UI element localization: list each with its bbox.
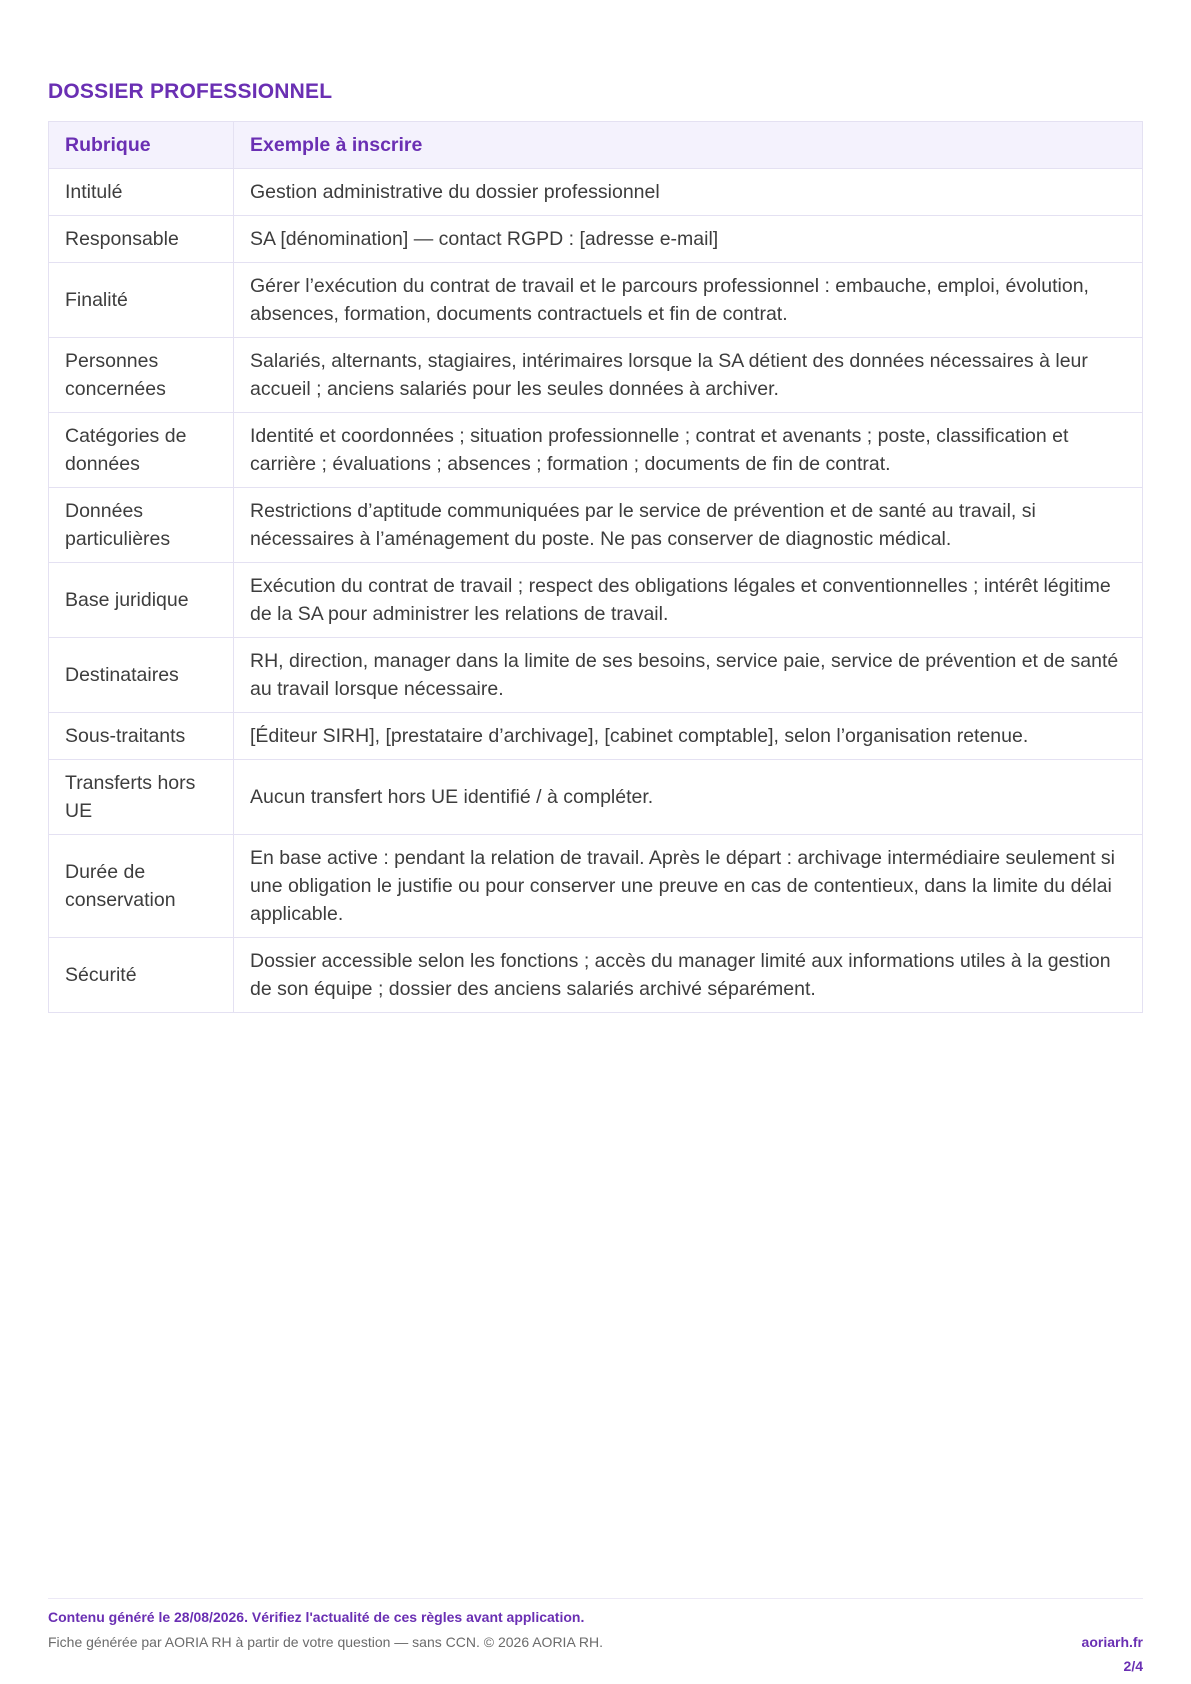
footer-credit: Fiche générée par AORIA RH à partir de votre question — sans CCN. © 2026 AORIA RH. [48, 1634, 604, 1650]
table-row [49, 835, 1143, 938]
rubric-cell: Transferts hors UE [49, 760, 234, 835]
table-row [49, 938, 1143, 1013]
example-cell: Exécution du contrat de travail ; respect des obligations légales et conventionnelles ; intérêt légitime de la SA pour administrer les relations de travail. [234, 563, 1143, 638]
table-row [49, 338, 1143, 413]
table-row [49, 216, 1143, 263]
footer-divider [48, 1598, 1143, 1599]
example-cell: Restrictions d’aptitude communiquées par le service de prévention et de santé au travail, si nécessaires à l’aménagement du poste. Ne pas conserver de diagnostic médical. [234, 488, 1143, 563]
section-title: DOSSIER PROFESSIONNEL [48, 80, 333, 103]
rubric-cell: Catégories de données [49, 413, 234, 488]
column-header-rubrique: Rubrique [49, 122, 234, 169]
example-cell: Gestion administrative du dossier professionnel [234, 169, 1143, 216]
example-cell: Aucun transfert hors UE identifié / à compléter. [234, 760, 1143, 835]
rubric-cell: Destinataires [49, 638, 234, 713]
rubric-cell: Sous-traitants [49, 713, 234, 760]
rubric-cell: Responsable [49, 216, 234, 263]
example-cell: Identité et coordonnées ; situation professionnelle ; contrat et avenants ; poste, classification et carrière ; évaluations ; absences ; formation ; documents de fin de contrat. [234, 413, 1143, 488]
page-number: 2/4 [1123, 1658, 1143, 1674]
example-cell: Gérer l’exécution du contrat de travail et le parcours professionnel : embauche, emploi, évolution, absences, formation, documents contractuels et fin de contrat. [234, 263, 1143, 338]
rubric-cell: Base juridique [49, 563, 234, 638]
table-row [49, 760, 1143, 835]
example-cell: Dossier accessible selon les fonctions ; accès du manager limité aux informations utiles à la gestion de son équipe ; dossier des anciens salariés archivé séparément. [234, 938, 1143, 1013]
table-row [49, 169, 1143, 216]
rubric-cell: Durée de conservation [49, 835, 234, 938]
table-row [49, 713, 1143, 760]
table-row [49, 638, 1143, 713]
rubric-cell: Finalité [49, 263, 234, 338]
processing-record-table [48, 121, 1143, 1013]
rubric-cell: Intitulé [49, 169, 234, 216]
rubric-cell: Sécurité [49, 938, 234, 1013]
column-header-exemple: Exemple à inscrire [234, 122, 1143, 169]
example-cell: SA [dénomination] — contact RGPD : [adresse e-mail] [234, 216, 1143, 263]
example-cell: Salariés, alternants, stagiaires, intérimaires lorsque la SA détient des données nécessaires à leur accueil ; anciens salariés pour les seules données à archiver. [234, 338, 1143, 413]
footer-site-link[interactable]: aoriarh.fr [1081, 1634, 1143, 1650]
footer-generated-note: Contenu généré le 28/08/2026. Vérifiez l'actualité de ces règles avant application. [48, 1609, 585, 1625]
table-row [49, 488, 1143, 563]
example-cell: En base active : pendant la relation de travail. Après le départ : archivage intermédiaire seulement si une obligation le justifie ou pour conserver une preuve en cas de contentieux, dans la limite du délai applicable. [234, 835, 1143, 938]
table-row [49, 413, 1143, 488]
example-cell: RH, direction, manager dans la limite de ses besoins, service paie, service de prévention et de santé au travail lorsque nécessaire. [234, 638, 1143, 713]
table-header-row [49, 122, 1143, 169]
table-row [49, 563, 1143, 638]
rubric-cell: Personnes concernées [49, 338, 234, 413]
example-cell: [Éditeur SIRH], [prestataire d’archivage], [cabinet comptable], selon l’organisation retenue. [234, 713, 1143, 760]
table-row [49, 263, 1143, 338]
rubric-cell: Données particulières [49, 488, 234, 563]
